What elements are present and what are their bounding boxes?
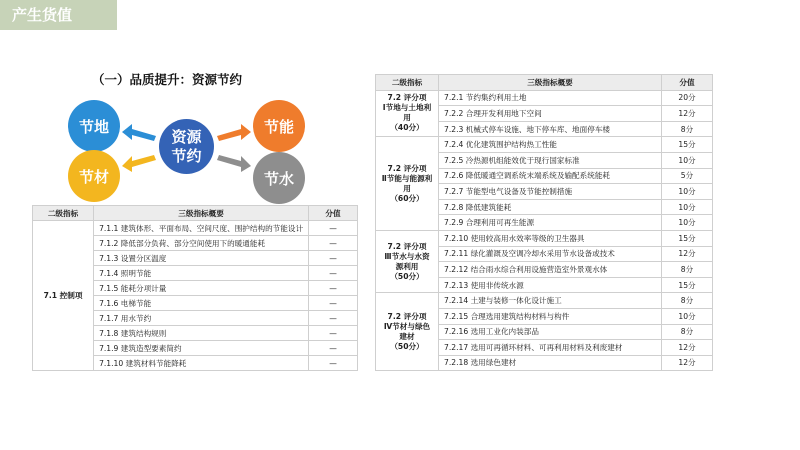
item-score: 15分 <box>662 137 713 153</box>
center-label-line2: 节约 <box>171 146 202 165</box>
arrow-to-land-icon <box>122 124 156 146</box>
group-label-line: （50分） <box>390 271 424 281</box>
item-text: 7.2.3 机械式停车设施、地下停车库、地面停车楼 <box>439 121 662 137</box>
item-score: 12分 <box>662 340 713 356</box>
item-text: 7.2.2 合理开发利用地下空间 <box>439 106 662 122</box>
item-text: 7.2.17 选用可再循环材料、可再利用材料及利废建材 <box>439 340 662 356</box>
item-score: — <box>309 356 358 371</box>
item-text: 7.1.7 用水节约 <box>94 311 309 326</box>
item-text: 7.2.16 选用工业化内装部品 <box>439 324 662 340</box>
col-header-score: 分值 <box>662 75 713 91</box>
group-label-line: （60分） <box>390 193 424 203</box>
group-label <box>376 230 439 292</box>
item-score: 10分 <box>662 152 713 168</box>
item-score: 8分 <box>662 324 713 340</box>
item-text: 7.2.6 降低暖通空调系统末端系统及输配系统能耗 <box>439 168 662 184</box>
item-text: 7.1.10 建筑材料节能降耗 <box>94 356 309 371</box>
item-score: — <box>309 266 358 281</box>
item-score: 20分 <box>662 90 713 106</box>
scoring-items-table <box>375 74 713 371</box>
item-score: 12分 <box>662 246 713 262</box>
col-header-level3: 三级指标概要 <box>439 75 662 91</box>
group-label-line: 7.2 评分项 <box>387 311 427 321</box>
item-score: 12分 <box>662 355 713 371</box>
table-row <box>376 230 713 246</box>
col-header-level2: 二级指标 <box>33 206 94 221</box>
col-header-level2: 二级指标 <box>376 75 439 91</box>
page-header-tab: 产生货值 <box>0 0 117 30</box>
item-text: 7.2.1 节约集约利用土地 <box>439 90 662 106</box>
item-text: 7.2.18 选用绿色建材 <box>439 355 662 371</box>
item-text: 7.1.4 照明节能 <box>94 266 309 281</box>
node-water: 节水 <box>253 152 305 204</box>
item-score: — <box>309 326 358 341</box>
item-score: — <box>309 296 358 311</box>
item-text: 7.2.12 结合雨水综合利用设施营造室外景观水体 <box>439 262 662 278</box>
table-row <box>376 137 713 153</box>
item-text: 7.2.15 合理选用建筑结构材料与构件 <box>439 308 662 324</box>
table-row <box>33 221 358 236</box>
item-text: 7.2.13 使用非传统水源 <box>439 277 662 293</box>
item-score: 8分 <box>662 293 713 309</box>
table-row <box>376 90 713 106</box>
node-energy: 节能 <box>253 100 305 152</box>
group-label: 7.1 控制项 <box>33 221 94 371</box>
item-text: 7.2.9 合理利用可再生能源 <box>439 215 662 231</box>
item-score: — <box>309 341 358 356</box>
item-text: 7.2.10 使用较高用水效率等级的卫生器具 <box>439 230 662 246</box>
item-text: 7.1.6 电梯节能 <box>94 296 309 311</box>
group-label-line: 7.2 评分项 <box>387 163 427 173</box>
item-text: 7.2.11 绿化灌溉及空调冷却水采用节水设备或技术 <box>439 246 662 262</box>
item-text: 7.1.8 建筑结构规则 <box>94 326 309 341</box>
group-label-line: Ⅳ节材与绿色建材 <box>383 321 431 341</box>
item-text: 7.2.4 优化建筑围护结构热工性能 <box>439 137 662 153</box>
group-label <box>376 90 439 137</box>
arrow-to-energy-icon <box>217 124 251 146</box>
group-label-line: 7.2 评分项 <box>387 93 427 103</box>
item-score: — <box>309 221 358 236</box>
group-label-line: Ⅰ节地与土地利用 <box>382 103 432 123</box>
item-score: 15分 <box>662 277 713 293</box>
node-land: 节地 <box>68 100 120 152</box>
item-score: 15分 <box>662 230 713 246</box>
item-text: 7.1.3 设置分区温度 <box>94 251 309 266</box>
item-score: — <box>309 236 358 251</box>
node-center <box>159 119 214 174</box>
arrow-to-water-icon <box>217 150 251 172</box>
group-label <box>376 293 439 371</box>
item-text: 7.1.2 降低部分负荷、部分空间使用下的暖通能耗 <box>94 236 309 251</box>
col-header-score: 分值 <box>309 206 358 221</box>
item-score: — <box>309 281 358 296</box>
item-score: — <box>309 251 358 266</box>
center-label-line1: 资源 <box>171 127 202 146</box>
group-label-line: Ⅱ节能与能源利用 <box>381 173 433 193</box>
control-items-table <box>32 205 358 371</box>
item-text: 7.1.9 建筑造型要素简约 <box>94 341 309 356</box>
item-text: 7.2.14 土建与装修一体化设计施工 <box>439 293 662 309</box>
item-score: 8分 <box>662 262 713 278</box>
item-score: 10分 <box>662 308 713 324</box>
item-score: 12分 <box>662 106 713 122</box>
item-score: 8分 <box>662 121 713 137</box>
group-label-line: Ⅲ节水与水资源利用 <box>384 251 430 271</box>
item-text: 7.2.7 节能型电气设备及节能控制措施 <box>439 184 662 200</box>
table-row <box>376 293 713 309</box>
item-score: 10分 <box>662 184 713 200</box>
item-text: 7.1.5 能耗分项计量 <box>94 281 309 296</box>
item-text: 7.2.5 冷热源机组能效优于现行国家标准 <box>439 152 662 168</box>
group-label <box>376 137 439 231</box>
item-score: — <box>309 311 358 326</box>
group-label-line: （50分） <box>390 341 424 351</box>
section-title: （一）品质提升：资源节约 <box>92 72 243 87</box>
col-header-level3: 三级指标概要 <box>94 206 309 221</box>
item-score: 5分 <box>662 168 713 184</box>
node-material: 节材 <box>68 150 120 202</box>
arrow-to-material-icon <box>122 150 156 172</box>
item-score: 10分 <box>662 215 713 231</box>
item-text: 7.1.1 建筑体形、平面布局、空间尺度、围护结构的节能设计 <box>94 221 309 236</box>
group-label-line: 7.2 评分项 <box>387 241 427 251</box>
item-text: 7.2.8 降低建筑能耗 <box>439 199 662 215</box>
group-label-line: （40分） <box>390 123 424 133</box>
item-score: 10分 <box>662 199 713 215</box>
